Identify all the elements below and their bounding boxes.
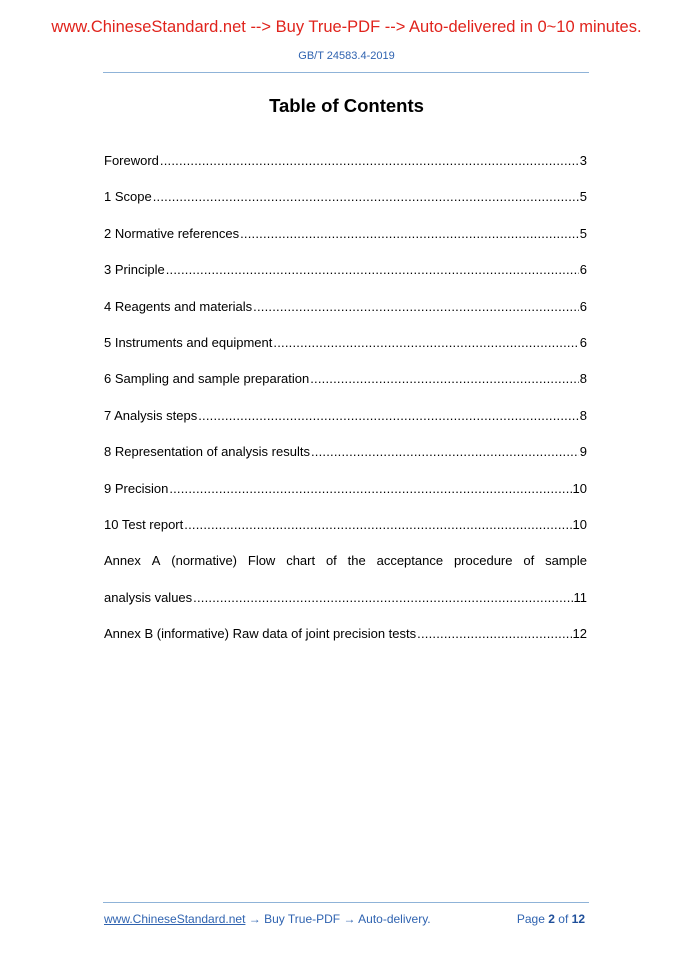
toc-entry-label: Foreword: [104, 153, 159, 168]
toc-entry-representation[interactable]: [104, 439, 587, 475]
word: procedure: [453, 553, 513, 569]
toc-entry-annex-a[interactable]: [104, 548, 587, 584]
toc-entry-page: 8: [579, 407, 587, 423]
dot-leader: [417, 621, 571, 647]
source-banner[interactable]: www.ChineseStandard.net --> Buy True-PDF --> Auto-delivered in 0~10 minutes.: [51, 18, 642, 36]
word: (normative): [171, 553, 238, 569]
page-footer: [104, 912, 585, 926]
header-divider: [103, 72, 589, 73]
page-word: Page: [516, 912, 545, 926]
toc-entry-label: 1 Scope: [104, 189, 152, 205]
toc-entry-precision[interactable]: [104, 476, 587, 512]
toc-entry-page: 6: [579, 334, 587, 350]
arrow-right-icon: →: [248, 912, 261, 926]
toc-entry-label: 5 Instruments and equipment: [104, 334, 273, 350]
word: Annex: [104, 553, 141, 569]
footer-source: [104, 912, 431, 926]
toc-entry-page: 10: [572, 516, 587, 532]
dot-leader: [310, 366, 579, 392]
toc-entry-label: 2 Normative references: [104, 225, 240, 241]
dot-leader: [160, 148, 579, 174]
table-of-contents: [104, 148, 587, 657]
toc-entry-foreword[interactable]: [104, 148, 587, 184]
toc-entry-reagents[interactable]: [104, 294, 587, 330]
toc-entry-test-report[interactable]: [104, 512, 587, 548]
toc-entry-analysis-steps[interactable]: [104, 403, 587, 439]
toc-entry-page: 9: [579, 444, 587, 460]
dot-leader: [253, 294, 579, 320]
of-word: of: [558, 912, 569, 926]
toc-entry-principle[interactable]: [104, 257, 587, 293]
toc-entry-scope[interactable]: [104, 184, 587, 220]
footer-auto-text: Auto-delivery.: [358, 912, 431, 926]
toc-entry-sampling[interactable]: [104, 366, 587, 402]
footer-divider: [103, 902, 589, 903]
word: the: [347, 553, 366, 569]
toc-entry-label: 9 Precision: [104, 480, 169, 496]
dot-leader: [198, 403, 579, 429]
arrow-right-icon: →: [343, 912, 356, 926]
dot-leader: [169, 476, 571, 502]
footer-link[interactable]: www.ChineseStandard.net: [104, 912, 246, 926]
toc-entry-label: 10 Test report: [104, 516, 184, 532]
dot-leader: [311, 439, 579, 465]
word: A: [151, 553, 161, 569]
toc-entry-label: 4 Reagents and materials: [104, 298, 253, 314]
toc-entry-page: 5: [579, 189, 587, 205]
word: acceptance: [376, 553, 444, 569]
toc-entry-label: 6 Sampling and sample preparation: [104, 371, 310, 387]
word: Flow: [247, 553, 276, 569]
page-title: Table of Contents: [269, 95, 424, 116]
total-pages: 12: [571, 912, 585, 926]
toc-entry-label: 8 Representation of analysis results: [104, 444, 310, 460]
word: chart: [286, 553, 316, 569]
dot-leader: [153, 184, 579, 210]
toc-entry-page: 11: [573, 589, 587, 605]
toc-entry-label: 7 Analysis steps: [104, 407, 198, 423]
toc-entry-annex-a-cont[interactable]: [104, 585, 587, 621]
toc-entry-page: 3: [579, 153, 587, 168]
toc-entry-normative-references[interactable]: [104, 221, 587, 257]
word: of: [523, 553, 535, 569]
toc-entry-page: 5: [579, 225, 587, 241]
toc-entry-label-line1: [104, 548, 587, 574]
toc-entry-page: 6: [579, 262, 587, 278]
document-code: GB/T 24583.4-2019: [298, 50, 395, 62]
dot-leader: [166, 257, 579, 283]
dot-leader: [273, 330, 578, 356]
current-page: 2: [548, 912, 555, 926]
dot-leader: [240, 221, 579, 247]
toc-entry-label: Annex B (informative) Raw data of joint precision tests: [104, 626, 417, 642]
toc-entry-page: 10: [572, 480, 587, 496]
page-indicator: [517, 912, 585, 926]
toc-entry-instruments[interactable]: [104, 330, 587, 366]
word: of: [325, 553, 337, 569]
word: sample: [545, 553, 587, 569]
toc-entry-annex-b[interactable]: [104, 621, 587, 657]
toc-entry-page: 12: [572, 626, 587, 642]
dot-leader: [184, 512, 571, 538]
dot-leader: [193, 585, 572, 611]
toc-entry-page: 8: [579, 371, 587, 387]
toc-entry-label: 3 Principle: [104, 262, 165, 278]
toc-entry-page: 6: [579, 298, 587, 314]
toc-entry-label: analysis values: [104, 589, 193, 605]
footer-buy-text: Buy True-PDF: [264, 912, 341, 926]
